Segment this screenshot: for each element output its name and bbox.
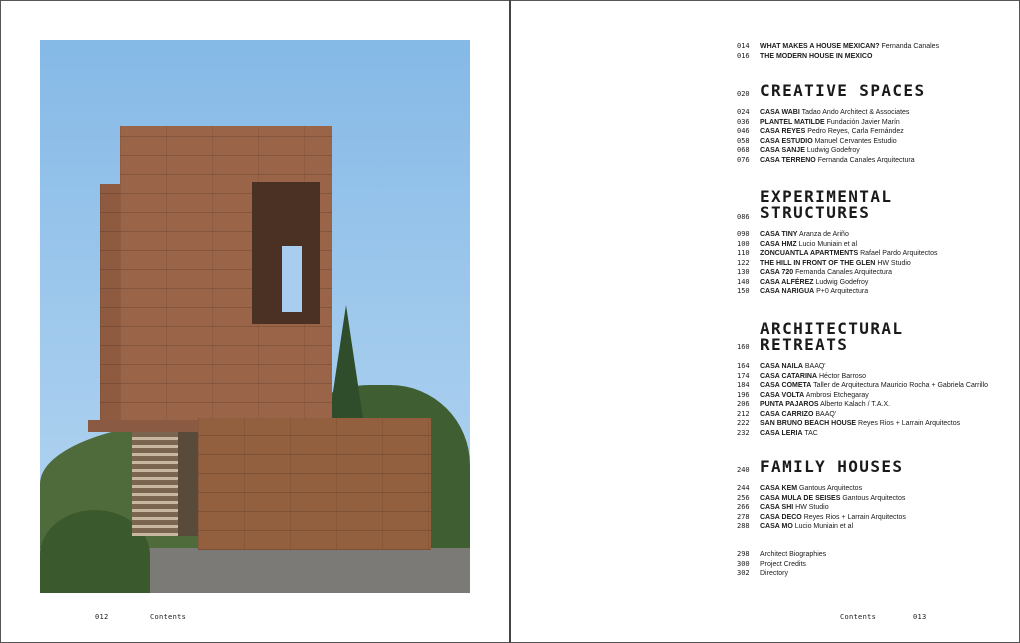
toc-page-number: 256: [737, 493, 750, 502]
toc-entry-name: CASA MO: [760, 523, 793, 530]
book-spine: [509, 0, 511, 643]
toc-entry-credit: Lucio Muniain et al: [794, 523, 854, 530]
toc-page-number: 222: [737, 419, 750, 427]
toc-page-number: 184: [737, 381, 750, 389]
toc-entry[interactable]: [737, 52, 872, 61]
toc-entry-credit: Alberto Kalach / T.A.X.: [820, 401, 891, 408]
toc-entry-credit: Ludwig Godefroy: [815, 278, 869, 286]
toc-entry-name: CASA HMZ: [760, 240, 797, 248]
toc-entry[interactable]: [737, 259, 911, 268]
toc-entry[interactable]: [737, 156, 915, 165]
toc-entry-name: THE HILL IN FRONT OF THE GLEN: [760, 259, 876, 267]
toc-entry-name: CASA KEM: [760, 485, 798, 492]
toc-entry-name: CASA CARRIZO: [760, 410, 814, 418]
toc-entry-name: CASA CATARINA: [760, 372, 818, 380]
toc-page-number: 100: [737, 239, 750, 248]
section-title: FAMILY HOUSES: [760, 457, 904, 476]
toc-entry-name: CASA COMETA: [760, 382, 812, 389]
toc-entry[interactable]: [737, 268, 892, 277]
toc-page-number: 298: [737, 550, 750, 558]
toc-entry-name: SAN BRUNO BEACH HOUSE: [760, 420, 857, 427]
toc-entry[interactable]: [737, 381, 988, 390]
toc-page-number: 068: [737, 146, 750, 154]
section-page-number: 240: [737, 466, 750, 474]
toc-entry-name: CASA MULA DE SEISES: [760, 494, 841, 502]
toc-entry-credit: BAAQ': [804, 363, 826, 370]
toc-entry-credit: TAC: [804, 429, 818, 437]
toc-back-matter-label: Architect Biographies: [760, 551, 827, 558]
toc-entry-credit: Rafael Pardo Arquitectos: [860, 250, 938, 257]
toc-page-number: 130: [737, 268, 750, 276]
toc-entry-name: PLANTEL MATILDE: [760, 118, 825, 126]
toc-entry-credit: Taller de Arquitectura Mauricio Rocha + Gabriela Carrillo: [813, 382, 989, 389]
toc-entry[interactable]: [737, 503, 829, 512]
toc-entry[interactable]: [737, 249, 938, 258]
photo-cantilever-slab: [88, 420, 200, 432]
right-running-head: Contents: [840, 613, 877, 621]
toc-entry-name: CASA SANJE: [760, 147, 805, 154]
architecture-photo: [40, 40, 470, 593]
toc-page-number: 024: [737, 108, 750, 116]
toc-entry-credit: P+0 Arquitectura: [816, 288, 869, 295]
toc-entry-credit: Lucio Muniain et al: [798, 240, 858, 248]
photo-staircase: [132, 432, 178, 536]
toc-entry-credit: Reyes Rios + Larrain Arquitectos: [858, 420, 961, 427]
toc-entry[interactable]: [737, 240, 857, 249]
section-page-number: 160: [737, 343, 750, 351]
toc-entry-credit: Héctor Barroso: [819, 372, 867, 380]
toc-back-matter-item[interactable]: [737, 550, 826, 559]
toc-entry-credit: Aranza de Ariño: [799, 231, 849, 238]
toc-entry-name: CASA VOLTA: [760, 391, 805, 399]
toc-page-number: 232: [737, 428, 750, 437]
toc-page-number: 174: [737, 371, 750, 380]
toc-entry-credit: Tadao Ando Architect & Associates: [801, 109, 910, 116]
toc-page-number: 302: [737, 569, 750, 577]
toc-page-number: 016: [737, 52, 750, 60]
toc-entry[interactable]: [737, 42, 939, 51]
toc-entry-name: CASA NAILA: [760, 363, 803, 370]
toc-page-number: 046: [737, 127, 750, 135]
toc-entry[interactable]: [737, 429, 818, 438]
toc-page-number: 196: [737, 390, 750, 399]
toc-entry[interactable]: [737, 108, 909, 117]
toc-entry-name: CASA ALFÉREZ: [760, 278, 814, 286]
toc-entry[interactable]: [737, 137, 897, 146]
toc-page-number: 058: [737, 136, 750, 145]
toc-page-number: 014: [737, 42, 750, 50]
photo-window-opening: [282, 246, 302, 312]
toc-entry-credit: Fundación Javier Marín: [826, 118, 900, 126]
toc-entry-credit: Pedro Reyes, Carla Fernández: [807, 128, 904, 135]
toc-entry-credit: Gantous Arquitectos: [842, 494, 906, 502]
toc-entry-name: CASA DECO: [760, 513, 802, 521]
toc-entry[interactable]: [737, 278, 868, 287]
toc-entry-credit: Ambrosi Etchegaray: [805, 391, 869, 399]
toc-entry[interactable]: [737, 513, 906, 522]
toc-back-matter-item[interactable]: [737, 560, 806, 569]
toc-page-number: 206: [737, 400, 750, 408]
toc-entry-credit: Fernanda Canales Arquitectura: [795, 269, 893, 276]
toc-entry-name: ZONCUANTLA APARTMENTS: [760, 250, 859, 257]
toc-entry-name: CASA 720: [760, 269, 794, 276]
left-running-head: Contents: [150, 613, 187, 621]
toc-page-number: 150: [737, 287, 750, 295]
toc-entry[interactable]: [737, 419, 960, 428]
photo-passage: [178, 432, 198, 536]
toc-entry[interactable]: [737, 494, 905, 503]
toc-entry-name: CASA REYES: [760, 128, 806, 135]
toc-page-number: 122: [737, 258, 750, 267]
toc-entry-name: CASA TERRENO: [760, 156, 816, 164]
toc-entry-name: PUNTA PAJAROS: [760, 401, 819, 408]
toc-entry[interactable]: [737, 230, 849, 239]
section-title-line-1: EXPERIMENTAL: [760, 187, 893, 206]
toc-entry-name: CASA WABI: [760, 109, 800, 116]
toc-entry-name: WHAT MAKES A HOUSE MEXICAN?: [760, 43, 880, 50]
toc-page-number: 278: [737, 512, 750, 521]
toc-entry-credit: Reyes Rios + Larrain Arquitectos: [803, 513, 906, 521]
toc-entry-name: CASA SHI: [760, 504, 794, 511]
toc-page-number: 090: [737, 230, 750, 238]
toc-page-number: 244: [737, 484, 750, 492]
section-page-number: 086: [737, 213, 750, 221]
toc-entry[interactable]: [737, 372, 866, 381]
toc-page-number: 036: [737, 117, 750, 126]
toc-entry-name: CASA ESTUDIO: [760, 137, 813, 145]
toc-page-number: 300: [737, 559, 750, 568]
toc-entry-name: CASA NARIGUA: [760, 288, 815, 295]
toc-entry[interactable]: [737, 400, 890, 409]
toc-entry[interactable]: [737, 522, 853, 531]
section-title: CREATIVE SPACES: [760, 81, 926, 100]
toc-back-matter-item[interactable]: [737, 569, 788, 578]
toc-page-number: 076: [737, 155, 750, 164]
toc-entry-credit: Gantous Arquitectos: [799, 485, 863, 492]
toc-entry-credit: Manuel Cervantes Estudio: [814, 137, 897, 145]
toc-entry-credit: Fernanda Canales: [881, 43, 940, 50]
section-title-line-2: STRUCTURES: [760, 203, 871, 222]
toc-entry[interactable]: [737, 410, 836, 419]
toc-entry-credit: HW Studio: [795, 504, 829, 511]
toc-entry[interactable]: [737, 287, 868, 296]
section-title-line-1: ARCHITECTURAL: [760, 319, 904, 338]
section-title-line-2: RETREATS: [760, 335, 849, 354]
toc-entry[interactable]: [737, 484, 862, 493]
toc-entry-credit: Fernanda Canales Arquitectura: [817, 156, 915, 164]
toc-entry[interactable]: [737, 118, 900, 127]
toc-back-matter-label: Directory: [760, 570, 789, 577]
toc-entry-credit: Ludwig Godefroy: [806, 147, 860, 154]
toc-page-number: 212: [737, 409, 750, 418]
right-folio-number: 013: [913, 613, 927, 621]
toc-entry[interactable]: [737, 391, 869, 400]
toc-page-number: 288: [737, 522, 750, 530]
toc-back-matter-label: Project Credits: [760, 560, 806, 568]
toc-entry[interactable]: [737, 127, 904, 136]
toc-entry-credit: BAAQ': [815, 410, 837, 418]
toc-entry-name: CASA LERIA: [760, 429, 803, 437]
toc-entry-name: CASA TINY: [760, 231, 798, 238]
toc-entry[interactable]: [737, 146, 860, 155]
left-folio-number: 012: [95, 613, 109, 621]
toc-page-number: 140: [737, 277, 750, 286]
toc-page-number: 164: [737, 362, 750, 370]
toc-page-number: 110: [737, 249, 750, 257]
toc-entry[interactable]: [737, 362, 826, 371]
toc-page-number: 266: [737, 503, 750, 511]
toc-entry-credit: HW Studio: [877, 259, 911, 267]
section-page-number: 020: [737, 90, 750, 98]
toc-entry-name: THE MODERN HOUSE IN MEXICO: [760, 53, 873, 60]
photo-lower-volume: [198, 418, 431, 550]
